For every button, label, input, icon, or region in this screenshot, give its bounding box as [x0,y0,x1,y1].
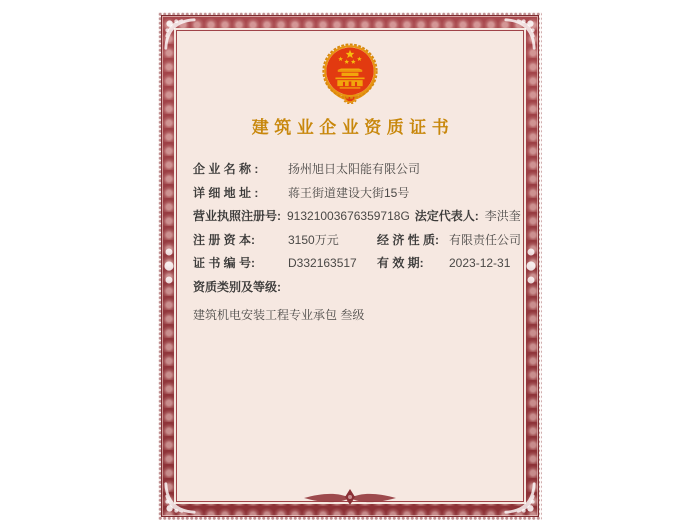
field-capital-and-nature [193,233,523,248]
certificate-title: 建筑业企业资质证书 [251,118,455,137]
field-company-name [193,162,523,177]
field-label: 有 效 期: [377,256,424,270]
field-label: 证 书 编 号: [193,256,255,270]
field-value: 李洪奎 [484,209,521,223]
field-label: 详 细 地 址 : [193,185,259,200]
certificate-ornate-border [162,16,538,516]
field-label: 营业执照注册号: [193,209,281,223]
field-value: 3150万元 [288,232,339,247]
certificate-bead-border [158,12,542,520]
field-label: 注 册 资 本: [193,232,255,247]
field-value: 2023-12-31 [449,256,511,270]
field-value: 91321003676359718G [287,209,410,223]
china-national-emblem-icon [321,42,379,104]
certificate [158,12,542,520]
field-value: 建筑机电安装工程专业承包 叁级 [193,307,365,322]
field-label: 法定代表人: [414,209,479,223]
certificate-fields [193,162,523,323]
bottom-flourish-icon [302,488,398,508]
field-qualification [193,308,523,323]
certificate-inner-gap [174,28,526,504]
field-value: 蒋王街道建设大街15号 [288,185,410,200]
field-address [193,186,523,201]
field-value: D332163517 [288,256,357,270]
field-certno-and-validity [193,256,523,271]
edge-flourish-icon [163,244,175,288]
field-qualification-header [193,280,523,295]
field-label: 经 济 性 质: [377,232,439,247]
field-label: 企 业 名 称 : [193,162,259,176]
field-license-and-legal-rep [193,209,523,224]
field-value: 有限责任公司 [449,232,522,247]
field-value: 扬州旭日太阳能有限公司 [288,162,421,176]
edge-flourish-icon [525,244,537,288]
field-label: 资质类别及等级: [193,279,281,294]
certificate-body [176,30,524,502]
